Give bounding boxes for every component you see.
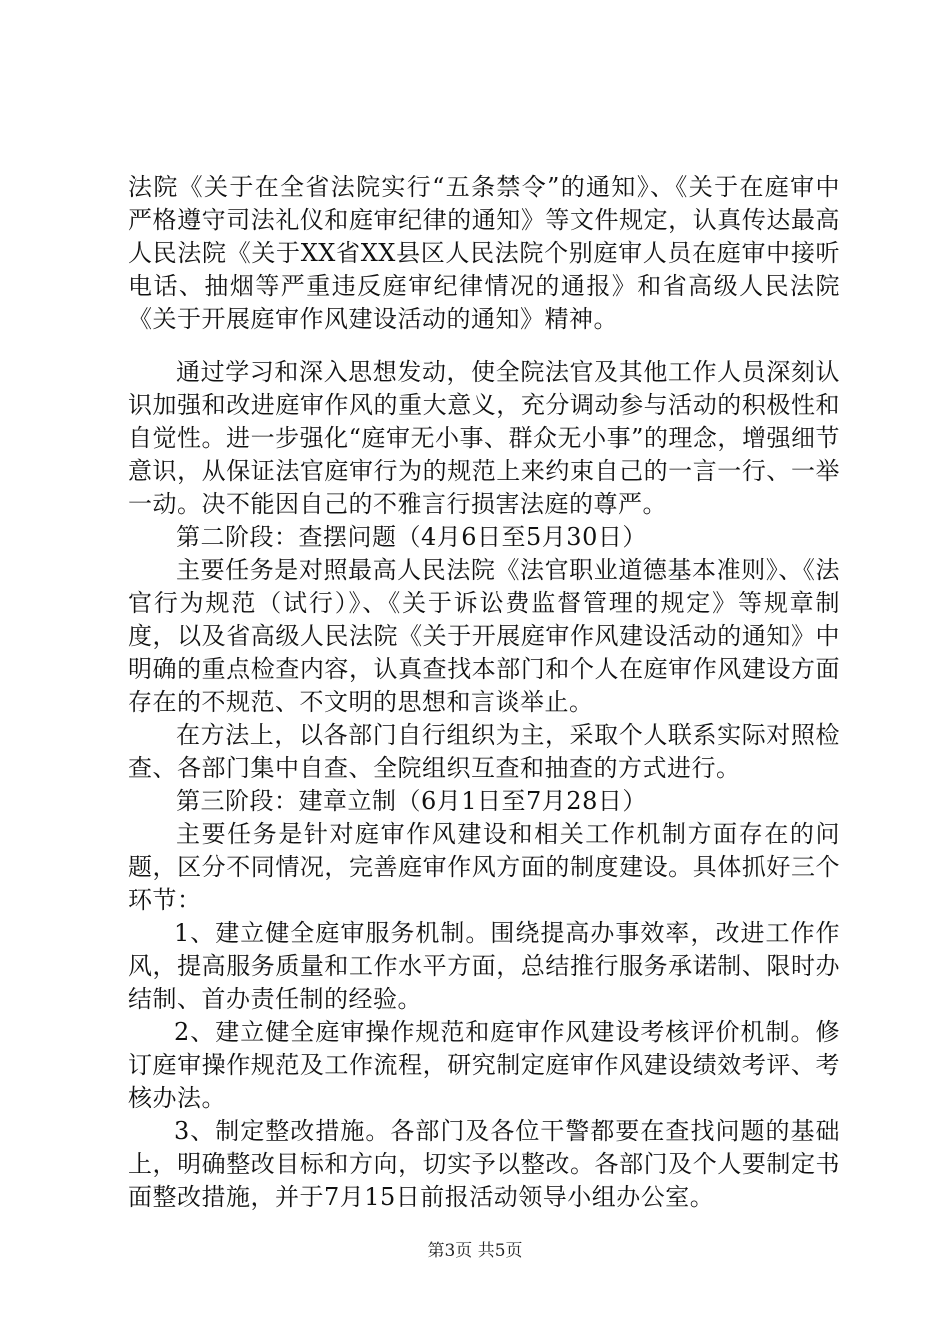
paragraph-study-mobilization: 通过学习和深入思想发动，使全院法官及其他工作人员深刻认识加强和改进庭审作风的重大意义，充分调动参与活动的积极性和自觉性。进一步强化“庭审无小事、群众无小事”的理念，增强细节意识，从保证法官庭审行为的规范上来约束自己的一言一行、一举一动。决不能因自己的不雅言行损害法庭的尊严。 (128, 358, 840, 518)
list-item-service-mechanism: 1、建立健全庭审服务机制。围绕提高办事效率，改进工作作风，提高服务质量和工作水平方面，总结推行服务承诺制、限时办结制、首办责任制的经验。 (128, 919, 840, 1013)
page-number-label: 第3页 共5页 (427, 1241, 523, 1261)
heading-stage-three: 第三阶段：建章立制（6月1日至7月28日） (176, 787, 647, 815)
page-footer (0, 1240, 950, 1262)
paragraph-continued-notice: 法院《关于在全省法院实行“五条禁令”的通知》、《关于在庭审中严格遵守司法礼仪和庭审纪律的通知》等文件规定，认真传达最高人民法院《关于XX省XX县区人民法院个别庭审人员在庭审中接听电话、抽烟等严重违反庭审纪律情况的通报》和省高级人民法院《关于开展庭审作风建设活动的通知》精神。 (128, 173, 840, 333)
paragraph-stage-two-task: 主要任务是对照最高人民法院《法官职业道德基本准则》、《法官行为规范（试行）》、《关于诉讼费监督管理的规定》等规章制度，以及省高级人民法院《关于开展庭审作风建设活动的通知》中明确的重点检查内容，认真查找本部门和个人在庭审作风建设方面存在的不规范、不文明的思想和言谈举止。 (128, 556, 840, 716)
list-item-rectification: 3、制定整改措施。各部门及各位干警都要在查找问题的基础上，明确整改目标和方向，切实予以整改。各部门及个人要制定书面整改措施，并于7月15日前报活动领导小组办公室。 (128, 1117, 840, 1211)
heading-stage-two: 第二阶段：查摆问题（4月6日至5月30日） (176, 523, 647, 551)
paragraph-stage-two-method: 在方法上，以各部门自行组织为主，采取个人联系实际对照检查、各部门集中自查、全院组织互查和抽查的方式进行。 (128, 721, 840, 782)
list-item-operation-norms: 2、建立健全庭审操作规范和庭审作风建设考核评价机制。修订庭审操作规范及工作流程，研究制定庭审作风建设绩效考评、考核办法。 (128, 1018, 840, 1112)
document-body (128, 171, 840, 1214)
paragraph-stage-three-task: 主要任务是针对庭审作风建设和相关工作机制方面存在的问题，区分不同情况，完善庭审作风方面的制度建设。具体抓好三个环节： (128, 820, 840, 914)
